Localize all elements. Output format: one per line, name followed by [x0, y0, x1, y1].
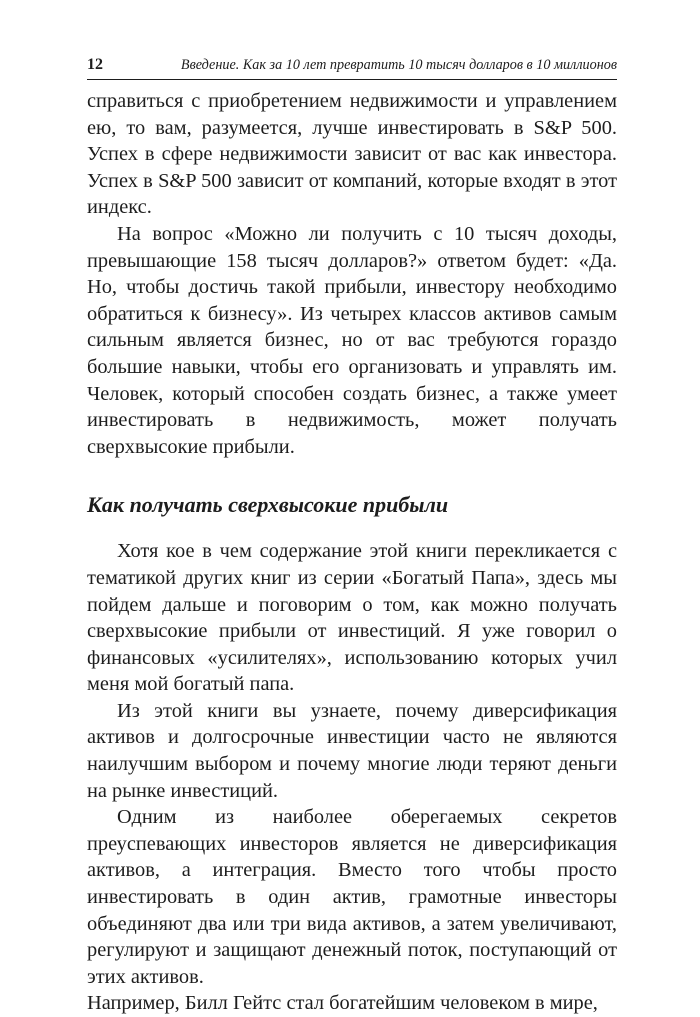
running-header — [87, 56, 617, 80]
section-heading: Как получать сверхвысокие прибыли — [87, 492, 449, 518]
paragraph: Хотя кое в чем содержание этой книги перекликается с тематикой других книг из серии «Богатый Папа», здесь мы пойдем дальше и поговорим о том, как можно получать сверхвысокие прибыли от инвестиций. Я уже говорил о финансовых «усилителях», использованию которых учил меня мой богатый папа. — [87, 540, 617, 696]
paragraph: Из этой книги вы узнаете, почему диверсификация активов и долгосрочные инвестиции часто не являются наилучшим выбором и почему многие люди теряют деньги на рынке инвестиций. — [87, 699, 617, 802]
book-page — [87, 56, 617, 1017]
paragraph: На вопрос «Можно ли получить с 10 тысяч доходы, превышающие 158 тысяч долларов?» ответом будет: «Да. Но, чтобы достичь такой прибыли, инвестору необходимо обратиться к бизнесу». Из четырех классов активов самым сильным является бизнес, но от вас требуются гораздо большие навыки, чтобы его организовать и управлять им. Человек, который способен создать бизнес, а также умеет инвестировать в недвижимость, может получать сверхвысокие прибыли. — [87, 222, 617, 458]
page-number: 12 — [87, 56, 103, 73]
paragraph-continued: Например, Билл Гейтс стал богатейшим человеком в мире, — [87, 992, 598, 1015]
paragraph: Одним из наиболее оберегаемых секретов преуспевающих инвесторов является не диверсификация активов, а интеграция. Вместо того чтобы просто инвестировать в один актив, грамотные инвесторы объединяют два или три вида активов, а затем увеличивают, регулируют и защищают денежный поток, поступающий от этих активов. — [87, 806, 617, 988]
paragraph-continuation: справиться с приобретением недвижимости и управлением ею, то вам, разумеется, лучше инвестировать в S&P 500. Успех в сфере недвижимости зависит от вас как инвестора. Успех в S&P 500 зависит от компаний, которые входят в этот индекс. — [87, 90, 617, 219]
running-header-title: Введение. Как за 10 лет превратить 10 тысяч долларов в 10 миллионов — [180, 57, 617, 73]
body-text — [87, 88, 617, 1017]
